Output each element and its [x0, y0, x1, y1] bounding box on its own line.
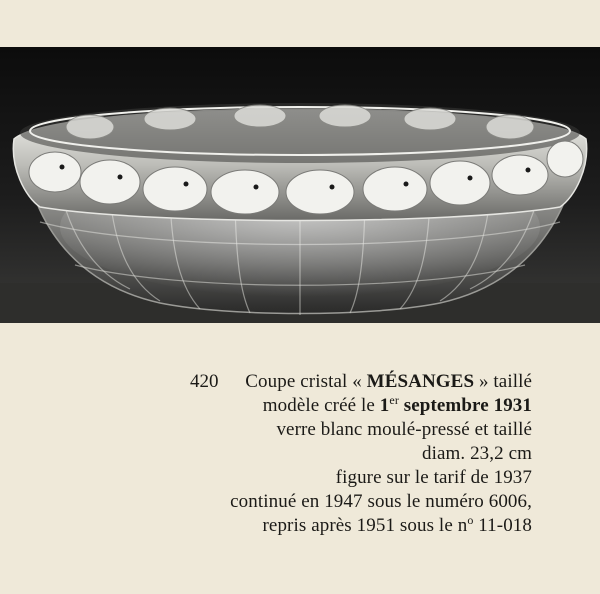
title-prefix: Coupe cristal « [245, 371, 367, 392]
number-abbrev-sup: o [467, 513, 474, 527]
description-line-diameter: diam. 23,2 cm [421, 443, 532, 464]
description-line-title [230, 370, 532, 394]
created-date: septembre 1931 [398, 395, 532, 416]
mesanges-bowl-image [0, 47, 600, 323]
created-day: 1 [379, 395, 390, 416]
created-prefix: modèle créé le [262, 395, 380, 416]
catalog-entry [0, 370, 600, 570]
resumed-prefix: repris après 1951 sous le n [262, 515, 468, 536]
catalog-description [230, 370, 532, 538]
model-name: MÉSANGES [366, 371, 475, 392]
catalog-number: 420 [190, 371, 219, 392]
created-ordinal: er [389, 393, 399, 407]
description-line-tariff: figure sur le tarif de 1937 [335, 467, 532, 488]
bowl-photograph [0, 47, 600, 323]
description-line-resumed [230, 514, 532, 538]
description-line-continued: continué en 1947 sous le numéro 6006, [230, 491, 532, 512]
title-suffix: » taillé [474, 371, 532, 392]
resumed-number: 11-018 [473, 515, 532, 536]
description-line-created [230, 394, 532, 418]
description-line-material: verre blanc moulé-pressé et taillé [276, 419, 532, 440]
